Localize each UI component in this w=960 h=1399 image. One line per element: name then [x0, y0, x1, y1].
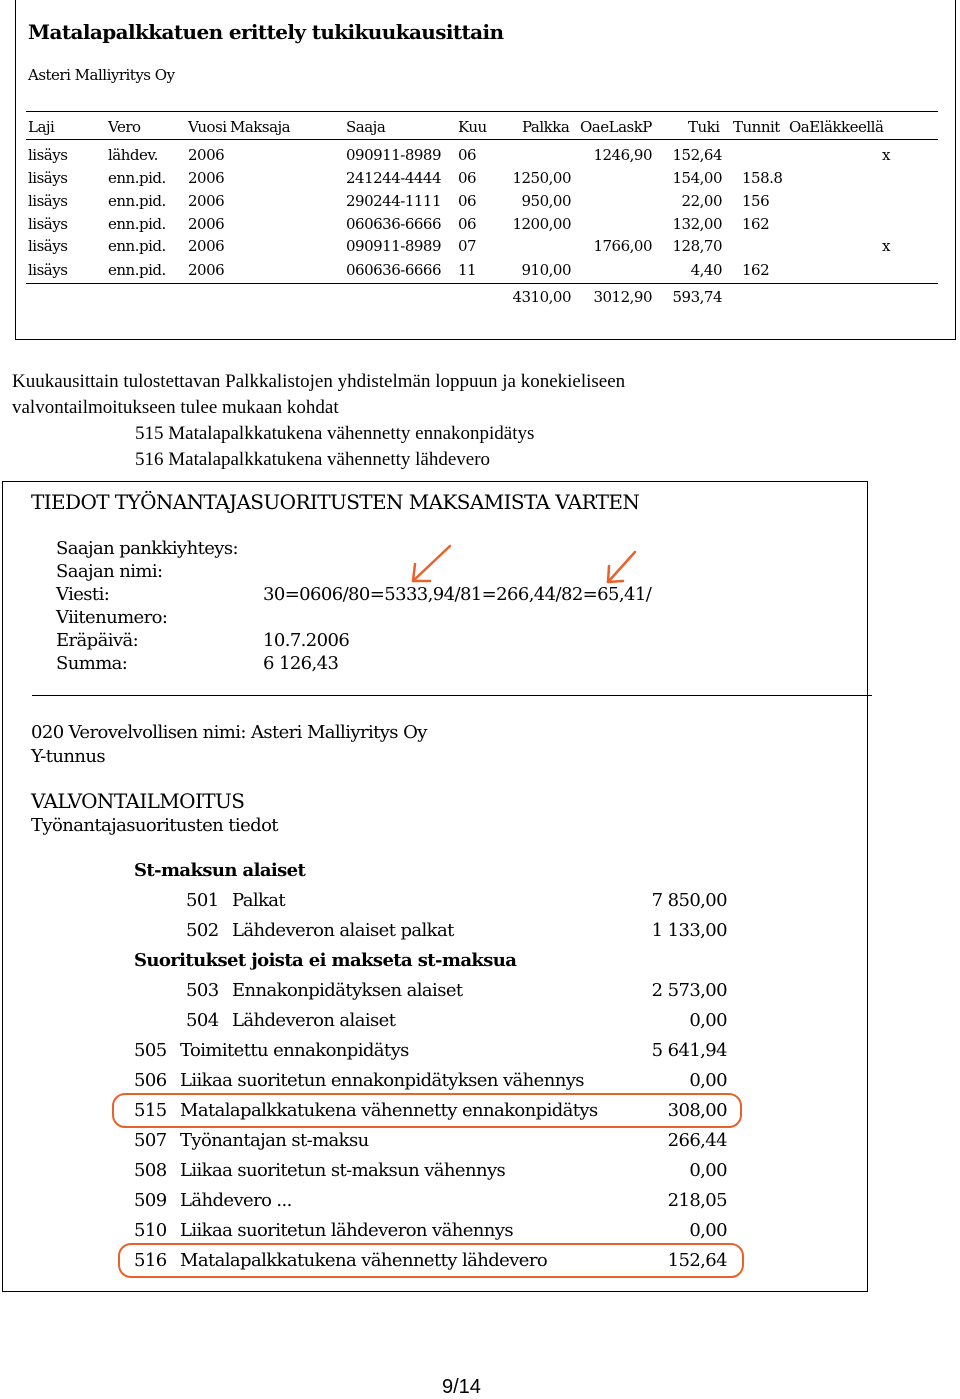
item-label-515: Matalapalkkatukena vähennetty ennakonpidätys	[180, 1100, 598, 1121]
cell-r1-saaja: 241244-4444	[346, 169, 442, 187]
item-code-503: 503	[186, 980, 219, 1001]
col-header-palkka: Palkka	[522, 118, 570, 136]
cell-r3-tunnit: 162	[742, 215, 770, 233]
col-header-oaelakkeella: OaEläkkeellä	[789, 118, 884, 136]
item-value-509: 218,05	[667, 1190, 727, 1211]
cell-r5-tunnit: 162	[742, 261, 770, 279]
intro-line-1: Kuukausittain tulostettavan Palkkalistojen yhdistelmän loppuun ja konekieliseen	[12, 371, 626, 392]
item-label-506: Liikaa suoritetun ennakonpidätyksen vähennys	[180, 1070, 584, 1091]
item-value-507: 266,44	[667, 1130, 727, 1151]
cell-r1-laji: lisäys	[28, 169, 68, 187]
item-label-502: Lähdeveron alaiset palkat	[232, 920, 454, 941]
cell-r3-saaja: 060636-6666	[346, 215, 442, 233]
item-code-504: 504	[186, 1010, 219, 1031]
erittely-title: Matalapalkkatuen erittely tukikuukausittain	[28, 20, 504, 44]
cell-r4-vuosi: 2006	[188, 237, 225, 255]
item-label-516: Matalapalkkatukena vähennetty lähdevero	[180, 1250, 548, 1271]
item-code-502: 502	[186, 920, 219, 941]
item-code-516: 516	[134, 1250, 167, 1271]
cell-r1-kuu: 06	[458, 169, 477, 187]
cell-r0-tuki: 152,64	[672, 146, 722, 164]
item-label-510: Liikaa suoritetun lähdeveron vähennys	[180, 1220, 513, 1241]
item-label-503: Ennakonpidätyksen alaiset	[232, 980, 463, 1001]
cell-r3-laji: lisäys	[28, 215, 68, 233]
item-value-505: 5 641,94	[651, 1040, 727, 1061]
cell-r0-vuosi: 2006	[188, 146, 225, 164]
item-label-507: Työnantajan st-maksu	[180, 1130, 369, 1151]
item-value-506: 0,00	[689, 1070, 727, 1091]
cell-r2-tunnit: 156	[742, 192, 770, 210]
erittely-rule-totals	[26, 283, 938, 284]
item-value-501: 7 850,00	[651, 890, 727, 911]
cell-r2-laji: lisäys	[28, 192, 68, 210]
cell-r0-kuu: 06	[458, 146, 477, 164]
field-label-0: Saajan pankkiyhteys:	[56, 538, 238, 559]
cell-r5-saaja: 060636-6666	[346, 261, 442, 279]
total-palkka: 4310,00	[512, 288, 571, 306]
cell-r0-vero: lähdev.	[108, 146, 158, 164]
col-header-tunnit: Tunnit	[733, 118, 780, 136]
cell-r4-laji: lisäys	[28, 237, 68, 255]
item-value-502: 1 133,00	[651, 920, 727, 941]
tiedot-heading: TIEDOT TYÖNANTAJASUORITUSTEN MAKSAMISTA VARTEN	[31, 490, 640, 514]
total-oaelaskp: 3012,90	[593, 288, 652, 306]
cell-r5-kuu: 11	[458, 261, 477, 279]
intro-item-515: 515 Matalapalkkatukena vähennetty ennakonpidätys	[135, 423, 535, 444]
field-value-4: 10.7.2006	[263, 630, 350, 651]
cell-r0-saaja: 090911-8989	[346, 146, 442, 164]
intro-line-2: valvontailmoitukseen tulee mukaan kohdat	[12, 397, 339, 418]
cell-r4-vero: enn.pid.	[108, 237, 166, 255]
cell-r4-oaelakkeella: x	[882, 237, 890, 255]
cell-r0-laji: lisäys	[28, 146, 68, 164]
cell-r5-vero: enn.pid.	[108, 261, 166, 279]
highlight-516	[118, 1243, 744, 1278]
section-ei-st-maksua: Suoritukset joista ei makseta st-maksua	[134, 950, 517, 971]
erittely-rule-top	[26, 111, 938, 112]
cell-r2-palkka: 950,00	[521, 192, 571, 210]
col-header-saaja: Saaja	[346, 118, 386, 136]
page-number: 9/14	[442, 1376, 481, 1398]
item-value-516: 152,64	[667, 1250, 727, 1271]
cell-r3-tuki: 132,00	[672, 215, 722, 233]
cell-r4-tuki: 128,70	[672, 237, 722, 255]
item-label-509: Lähdevero ...	[180, 1190, 292, 1211]
field-value-2: 30=0606/80=5333,94/81=266,44/82=65,41/	[263, 584, 652, 605]
item-label-505: Toimitettu ennakonpidätys	[180, 1040, 409, 1061]
cell-r2-kuu: 06	[458, 192, 477, 210]
section-st-maksun-alaiset: St-maksun alaiset	[134, 860, 306, 881]
col-header-maksaja: Maksaja	[230, 118, 291, 136]
cell-r4-saaja: 090911-8989	[346, 237, 442, 255]
divider	[32, 695, 872, 696]
arrow-82-icon	[608, 552, 635, 582]
total-tuki: 593,74	[672, 288, 722, 306]
cell-r3-vero: enn.pid.	[108, 215, 166, 233]
item-code-506: 506	[134, 1070, 167, 1091]
y-tunnus: Y-tunnus	[31, 746, 106, 767]
cell-r5-laji: lisäys	[28, 261, 68, 279]
field-value-5: 6 126,43	[263, 653, 339, 674]
cell-r2-tuki: 22,00	[681, 192, 722, 210]
item-code-501: 501	[186, 890, 219, 911]
valvonta-title: VALVONTAILMOITUS	[31, 789, 245, 813]
cell-r1-vero: enn.pid.	[108, 169, 166, 187]
intro-item-516: 516 Matalapalkkatukena vähennetty lähdevero	[135, 449, 491, 470]
item-code-505: 505	[134, 1040, 167, 1061]
intro-paragraph	[12, 369, 625, 473]
line-020: 020 Verovelvollisen nimi: Asteri Malliyritys Oy	[31, 722, 427, 743]
item-label-501: Palkat	[232, 890, 286, 911]
cell-r0-oaelakkeella: x	[882, 146, 890, 164]
cell-r5-vuosi: 2006	[188, 261, 225, 279]
arrow-80-icon	[413, 546, 450, 581]
item-code-510: 510	[134, 1220, 167, 1241]
field-label-2: Viesti:	[56, 584, 110, 605]
valvontailmoitus-screenshot	[2, 481, 868, 1292]
cell-r1-tuki: 154,00	[672, 169, 722, 187]
highlight-515	[112, 1093, 742, 1128]
item-code-507: 507	[134, 1130, 167, 1151]
cell-r1-vuosi: 2006	[188, 169, 225, 187]
cell-r3-palkka: 1200,00	[512, 215, 571, 233]
col-header-oaelaskp: OaeLaskP	[580, 118, 652, 136]
cell-r4-kuu: 07	[458, 237, 477, 255]
item-label-504: Lähdeveron alaiset	[232, 1010, 396, 1031]
erittely-company: Asteri Malliyritys Oy	[28, 66, 175, 84]
erittely-screenshot	[15, 0, 956, 340]
cell-r0-oaelaskp: 1246,90	[593, 146, 652, 164]
cell-r2-vuosi: 2006	[188, 192, 225, 210]
item-value-504: 0,00	[689, 1010, 727, 1031]
col-header-laji: Laji	[28, 118, 55, 136]
cell-r4-oaelaskp: 1766,00	[593, 237, 652, 255]
cell-r1-palkka: 1250,00	[512, 169, 571, 187]
cell-r5-tuki: 4,40	[690, 261, 722, 279]
item-value-515: 308,00	[667, 1100, 727, 1121]
item-code-509: 509	[134, 1190, 167, 1211]
cell-r3-kuu: 06	[458, 215, 477, 233]
item-code-508: 508	[134, 1160, 167, 1181]
field-label-5: Summa:	[56, 653, 128, 674]
cell-r3-vuosi: 2006	[188, 215, 225, 233]
valvonta-subtitle: Työnantajasuoritusten tiedot	[31, 815, 278, 836]
field-label-4: Eräpäivä:	[56, 630, 139, 651]
field-label-1: Saajan nimi:	[56, 561, 163, 582]
col-header-kuu: Kuu	[458, 118, 487, 136]
item-label-508: Liikaa suoritetun st-maksun vähennys	[180, 1160, 506, 1181]
cell-r5-palkka: 910,00	[521, 261, 571, 279]
item-value-503: 2 573,00	[651, 980, 727, 1001]
item-value-510: 0,00	[689, 1220, 727, 1241]
col-header-tuki: Tuki	[688, 118, 720, 136]
col-header-vuosi: Vuosi	[188, 118, 227, 136]
erittely-rule-header	[26, 139, 938, 140]
item-value-508: 0,00	[689, 1160, 727, 1181]
item-code-515: 515	[134, 1100, 167, 1121]
cell-r2-saaja: 290244-1111	[346, 192, 442, 210]
cell-r2-vero: enn.pid.	[108, 192, 166, 210]
cell-r1-tunnit: 158.8	[742, 169, 783, 187]
field-label-3: Viitenumero:	[56, 607, 168, 628]
col-header-vero: Vero	[108, 118, 141, 136]
